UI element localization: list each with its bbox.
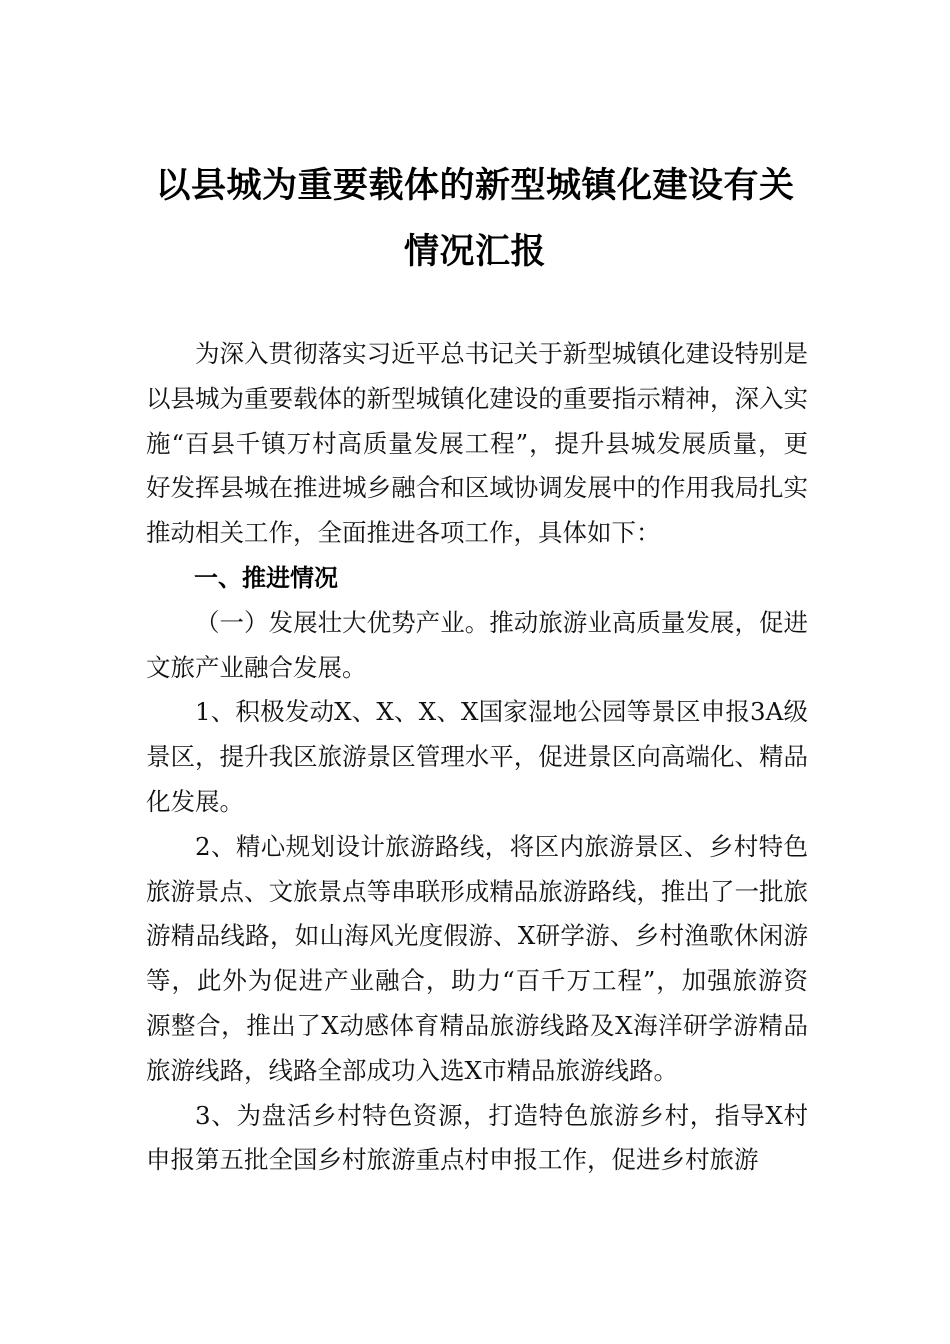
item-paragraph-3: 3、为盘活乡村特色资源，打造特色旅游乡村，指导X村申报第五批全国乡村旅游重点村申报工作，促进乡村旅游 [146, 1100, 808, 1175]
document-title-line-1: 以县城为重要载体的新型城镇化建设有关 [155, 166, 795, 206]
item-paragraph-1: 1、积极发动X、X、X、X国家湿地公园等景区申报3A级景区，提升我区旅游景区管理水平，促进景区向高端化、精品化发展。 [146, 697, 808, 816]
intro-paragraph: 为深入贯彻落实习近平总书记关于新型城镇化建设特别是以县城为重要载体的新型城镇化建设的重要指示精神，深入实施“百县千镇万村高质量发展工程”，提升县城发展质量，更好发挥县城在推进城乡融合和区域协调发展中的作用我局扎实推动相关工作，全面推进各项工作，具体如下： [146, 339, 808, 548]
item-paragraph-2: 2、精心规划设计旅游路线，将区内旅游景区、乡村特色旅游景点、文旅景点等串联形成精品旅游路线，推出了一批旅游精品线路，如山海风光度假游、X研学游、乡村渔歌休闲游等，此外为促进产业融合，助力“百千万工程”，加强旅游资源整合，推出了X动感体育精品旅游线路及X海洋研学游精品旅游线路，线路全部成功入选X市精品旅游线路。 [146, 831, 808, 1085]
subsection-paragraph-1: （一）发展壮大优势产业。推动旅游业高质量发展，促进文旅产业融合发展。 [146, 607, 808, 682]
document-title-line-2: 情况汇报 [403, 232, 546, 272]
document-body [146, 332, 808, 1183]
section-heading-1: 一、推进情况 [194, 563, 338, 592]
